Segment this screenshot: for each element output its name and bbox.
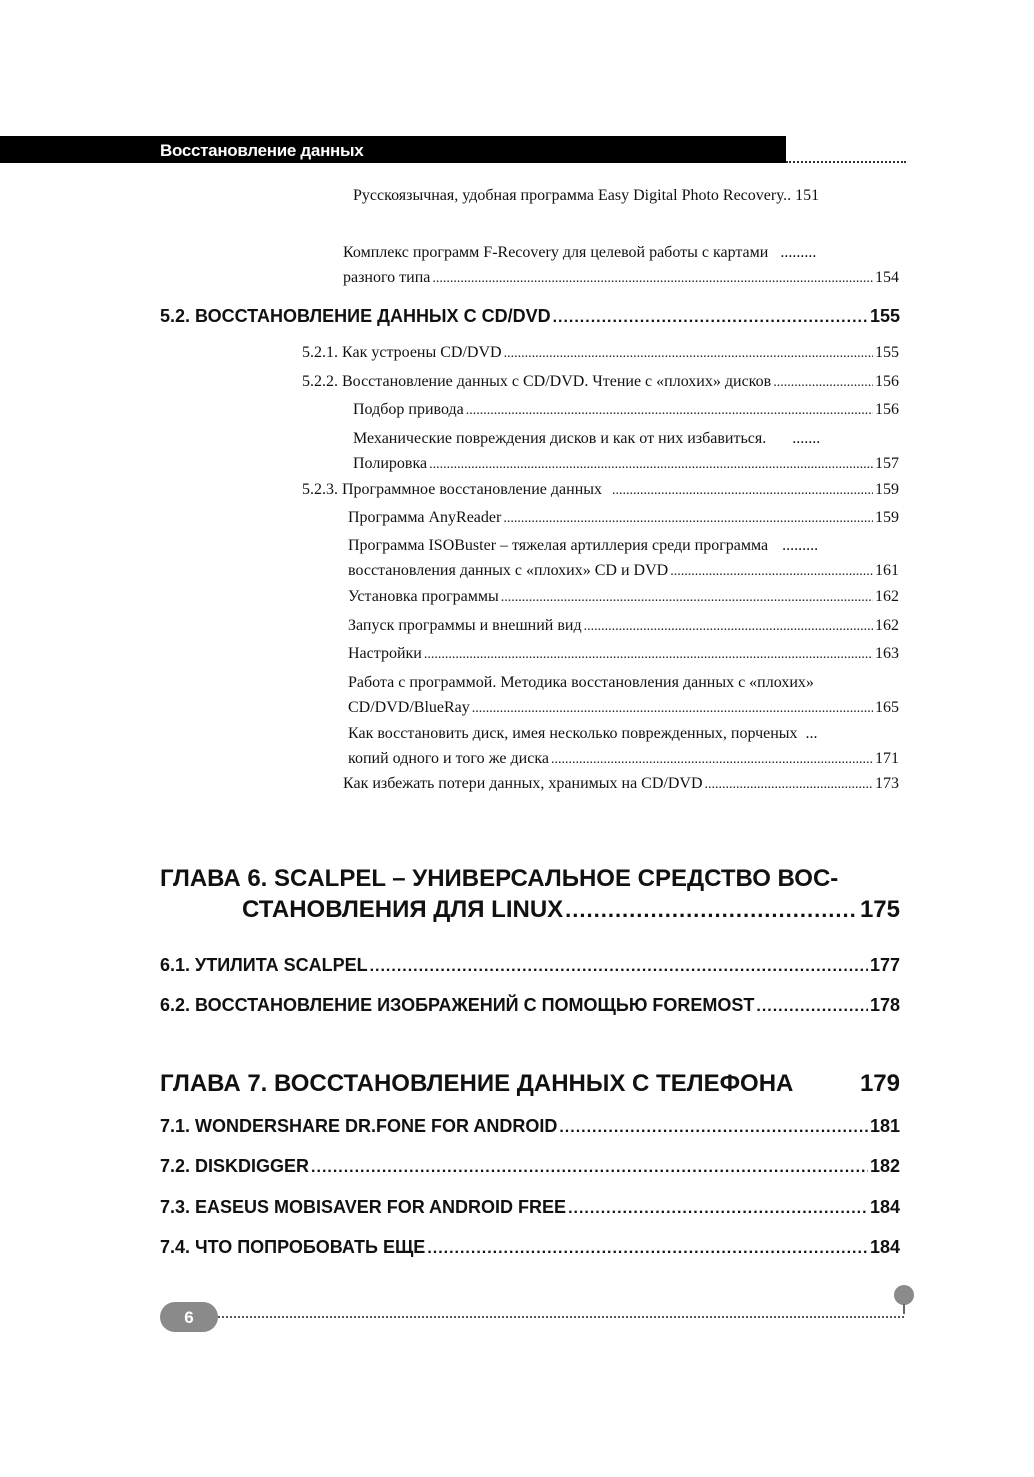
toc-entry-f-recovery[interactable] <box>343 240 899 291</box>
toc-entry-text: Механические повреждения дисков и как от них избавиться. <box>353 430 767 447</box>
footer-dotted-rule <box>218 1316 904 1318</box>
toc-entry-text: Русскоязычная, удобная программа Easy Digital Photo Recovery.. <box>353 187 792 204</box>
toc-entry-page: 173 <box>875 775 899 792</box>
toc-entry-text-cont: CD/DVD/BlueRay <box>348 699 470 716</box>
toc-entry-text: Подбор привода <box>353 401 464 418</box>
running-header-title: Восстановление данных <box>160 141 364 160</box>
toc-entry-text: 5.2.2. Восстановление данных с CD/DVD. Чтение с «плохих» дисков <box>302 373 772 390</box>
dot-leader <box>584 614 873 639</box>
toc-entry-easy-digital[interactable] <box>353 183 899 208</box>
toc-entry-leader: ......... <box>782 537 819 554</box>
toc-section-6-2[interactable] <box>160 993 900 1019</box>
dot-leader <box>424 642 873 667</box>
toc-entry-text: 5.2.3. Программное восстановление данных <box>302 481 602 498</box>
dot-leader <box>612 478 873 503</box>
toc-section-7-2[interactable] <box>160 1154 900 1180</box>
toc-section-text: 7.2. DISKDIGGER <box>160 1156 310 1176</box>
running-header-bar <box>0 136 786 163</box>
footer-circle-ornament <box>894 1285 914 1305</box>
toc-entry-isobuster[interactable] <box>348 533 899 584</box>
toc-section-text: 7.3. EASEUS MOBISAVER FOR ANDROID FREE <box>160 1197 567 1217</box>
toc-section-7-4[interactable] <box>160 1235 900 1261</box>
dot-leader <box>466 398 873 423</box>
dot-leader <box>501 585 873 610</box>
toc-section-7-3[interactable] <box>160 1195 900 1221</box>
toc-entry-text: Как избежать потери данных, хранимых на CD/DVD <box>343 775 703 792</box>
toc-entry-5-2-3[interactable] <box>302 477 899 503</box>
dot-leader <box>504 341 873 366</box>
toc-section-page: 184 <box>869 1197 900 1217</box>
toc-section-page: 182 <box>869 1156 900 1176</box>
toc-entry-page: 154 <box>875 269 899 286</box>
dot-leader <box>568 1197 868 1221</box>
toc-entry-text-cont: Полировка <box>353 455 428 472</box>
toc-entry-5-2-2[interactable] <box>302 369 899 395</box>
dot-leader <box>503 506 873 531</box>
dot-leader <box>670 559 873 584</box>
toc-entry-5-2-1[interactable] <box>302 340 899 366</box>
toc-entry-text: Программа ISOBuster – тяжелая артиллерия среди программа <box>348 537 769 554</box>
dot-leader <box>370 955 868 979</box>
dot-leader <box>553 306 868 330</box>
toc-entry-text: Программа AnyReader <box>348 509 502 526</box>
toc-section-5-2[interactable] <box>160 304 900 330</box>
toc-entry-page: 159 <box>875 481 899 498</box>
toc-entry-page: 163 <box>875 645 899 662</box>
toc-entry-launch[interactable] <box>348 613 899 639</box>
toc-entry-avoid[interactable] <box>343 771 899 797</box>
chapter-title: ГЛАВА 6. SCALPEL – УНИВЕРСАЛЬНОЕ СРЕДСТВО ВОС- <box>160 865 839 892</box>
dot-leader <box>756 995 868 1019</box>
toc-section-page: 155 <box>869 306 900 326</box>
toc-entry-text-cont: разного типа <box>343 269 431 286</box>
toc-entry-text: Настройки <box>348 645 422 662</box>
dot-leader <box>311 1156 868 1180</box>
dot-leader <box>427 1237 868 1261</box>
toc-chapter-6[interactable] <box>160 863 900 925</box>
toc-entry-install[interactable] <box>348 584 899 610</box>
dot-leader <box>559 1116 868 1140</box>
toc-chapter-7[interactable] <box>160 1068 900 1099</box>
toc-entry-leader: ... <box>805 725 818 742</box>
toc-entry-page: 156 <box>875 401 899 418</box>
toc-section-page: 184 <box>869 1237 900 1257</box>
toc-entry-work[interactable] <box>348 670 899 721</box>
toc-section-text: 6.1. УТИЛИТА SCALPEL <box>160 955 368 975</box>
toc-entry-mechanical[interactable] <box>353 426 899 477</box>
toc-entry-text: Работа с программой. Методика восстановления данных с «плохих» <box>348 674 814 691</box>
dot-leader <box>565 894 858 925</box>
toc-entry-page: 162 <box>875 588 899 605</box>
chapter-page: 175 <box>859 896 900 923</box>
toc-section-7-1[interactable] <box>160 1114 900 1140</box>
toc-entry-page: 151 <box>795 187 820 204</box>
toc-entry-text: Запуск программы и внешний вид <box>348 617 582 634</box>
toc-entry-text: 5.2.1. Как устроены CD/DVD <box>302 344 502 361</box>
toc-entry-text: Установка программы <box>348 588 499 605</box>
toc-entry-page: 156 <box>875 373 899 390</box>
toc-entry-text-cont: восстановления данных с «плохих» CD и DVD <box>348 562 669 579</box>
toc-entry-page: 161 <box>875 562 899 579</box>
toc-section-text: 5.2. ВОССТАНОВЛЕНИЕ ДАННЫХ С CD/DVD <box>160 306 551 326</box>
toc-entry-howto[interactable] <box>348 721 899 772</box>
toc-entry-text: Комплекс программ F-Recovery для целевой работы с картами <box>343 244 769 261</box>
dot-leader <box>472 696 873 721</box>
page-number-badge: 6 <box>160 1302 218 1332</box>
toc-entry-page: 157 <box>875 455 899 472</box>
dot-leader <box>432 266 873 291</box>
toc-entry-page: 155 <box>875 344 899 361</box>
header-dotted-rule <box>786 161 906 163</box>
dot-leader <box>429 452 873 477</box>
toc-section-text: 7.1. WONDERSHARE DR.FONE FOR ANDROID <box>160 1116 558 1136</box>
toc-section-page: 181 <box>869 1116 900 1136</box>
toc-entry-anyreader[interactable] <box>348 505 899 531</box>
toc-section-page: 178 <box>869 995 900 1015</box>
toc-entry-page: 165 <box>875 699 899 716</box>
dot-leader <box>551 747 873 772</box>
toc-entry-leader: ......... <box>780 244 817 261</box>
toc-entry-settings[interactable] <box>348 641 899 667</box>
toc-entry-text: Как восстановить диск, имея несколько поврежденных, порченых <box>348 725 798 742</box>
chapter-page: 179 <box>859 1070 900 1097</box>
toc-entry-text-cont: копий одного и того же диска <box>348 750 549 767</box>
toc-section-6-1[interactable] <box>160 953 900 979</box>
dot-leader <box>773 370 873 395</box>
chapter-title: ГЛАВА 7. ВОССТАНОВЛЕНИЕ ДАННЫХ С ТЕЛЕФОНА <box>160 1070 794 1097</box>
toc-entry-page: 162 <box>875 617 899 634</box>
toc-entry-leader: ....... <box>792 430 821 447</box>
toc-entry-page: 159 <box>875 509 899 526</box>
toc-entry-page: 171 <box>875 750 899 767</box>
toc-section-page: 177 <box>869 955 900 975</box>
toc-entry-podbor[interactable] <box>353 397 899 423</box>
footer-tick <box>903 1304 905 1314</box>
dot-leader <box>705 772 873 797</box>
toc-section-text: 7.4. ЧТО ПОПРОБОВАТЬ ЕЩЕ <box>160 1237 426 1257</box>
toc-section-text: 6.2. ВОССТАНОВЛЕНИЕ ИЗОБРАЖЕНИЙ С ПОМОЩЬЮ FOREMOST <box>160 995 755 1015</box>
chapter-title-cont: СТАНОВЛЕНИЯ ДЛЯ LINUX <box>242 896 564 923</box>
